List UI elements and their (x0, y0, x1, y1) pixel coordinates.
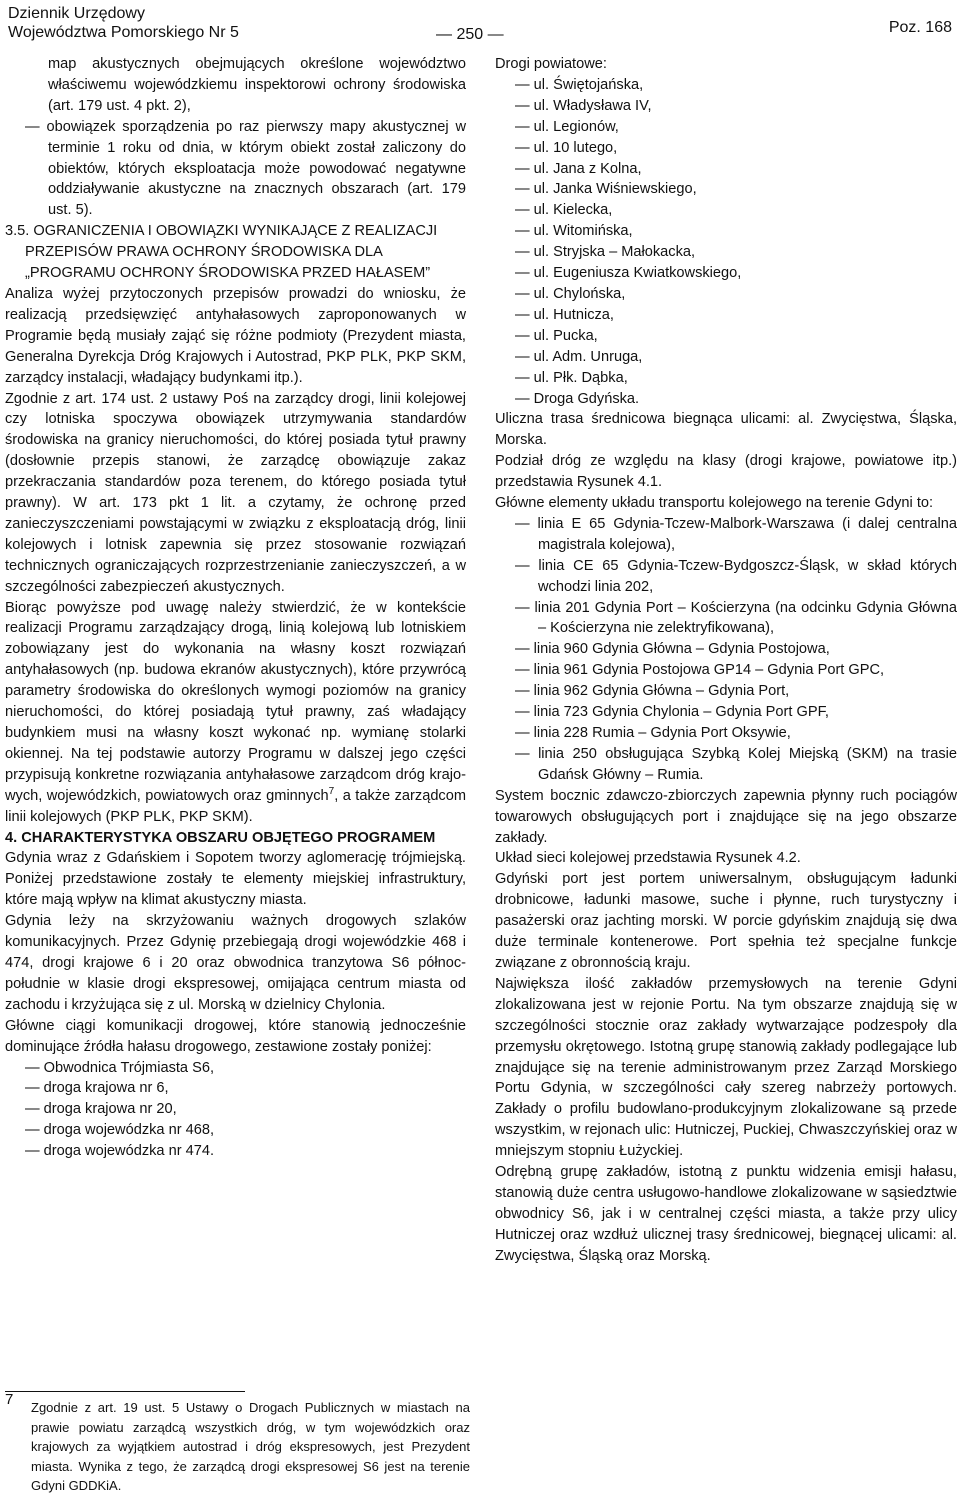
paragraph: Gdynia leży na skrzyżowaniu ważnych drogowych szlaków komunikacyjnych. Przez Gdynię przebiegają drogi wojewódzkie 468 i 474, drogi krajowe 6 i 20 oraz obwodnica tranzytowa S6 północ-południe w klasie drogi ekspresowej, omijająca centrum miasta od zachodu i krzyżująca się z ul. Morską w dzielnicy Chylonia. (5, 913, 466, 1013)
list-item: — linia 961 Gdynia Postojowa GP14 – Gdynia Port GPC, (495, 660, 957, 681)
position-number: Poz. 168 (888, 19, 952, 36)
section-heading: 3.5. OGRANICZENIA I OBOWIĄZKI WYNIKAJĄCE Z REALIZACJI PRZEPISÓW PRAWA OCHRONY ŚRODOWISKA DLA „PROGRAMU OCHRONY ŚRODOWISKA PRZED HAŁASEM” (5, 223, 438, 282)
list-item: — droga krajowa nr 6, (5, 1078, 466, 1099)
list-item: — droga wojewódzka nr 468, (5, 1120, 466, 1141)
paragraph: Układ sieci kolejowej przedstawia Rysunek 4.2. (495, 850, 801, 867)
list-item: — droga wojewódzka nr 474. (5, 1141, 466, 1162)
paragraph: Zgodnie z art. 174 ust. 2 ustawy Poś na zarządcy drogi, linii kolejowej czy lotniska spoczywa obowiązek utrzymywania standardów środowiska na granicy nieruchomości, do której posiada tytuł prawny (dosłownie przepis stanowi, że zarządcę obowiązuje zakaz przekraczania standardów poza terenem, do którego posiada tytuł prawny). W art. 173 pkt 1 lit. a czytamy, że ochronę przed zanieczyszczeniami powstającymi w związku z eksploatacją dróg, linii kolejowych i lotnisk zapewnia się przez stosowanie rozwiązań technicznych ograniczających rozprzestrzenianie zanieczyszczeń, a w szczególności zabezpieczeń akustycznych. (5, 390, 466, 595)
list-item: — linia CE 65 Gdynia-Tczew-Bydgoszcz-Śląsk, w skład których wchodzi linia 202, (495, 556, 957, 598)
paragraph: Uliczna trasa średnicowa biegnąca ulicami: al. Zwycięstwa, Śląska, Morska. (495, 411, 957, 449)
footnote-text: Zgodnie z art. 19 ust. 5 Ustawy o Drogach Publicznych w miastach na prawie powiatu zarządcą wszystkich dróg, w tym wojewódzkich oraz krajowych za wyjątkiem autostrad i dróg ekspresowych, jest Prezydent miasta. Wynika z tego, że zarządcą drogi ekspresowej S6 jest na terenie Gdyni GDDKiA. (31, 1400, 470, 1493)
paragraph: Odrębną grupę zakładów, istotną z punktu widzenia emisji hałasu, stanowią duże centra usługowo-handlowe zlokalizowane w sąsiedztwie obwodnicy S6, jak i w centralnej części miasta, a także przy ulicy Hutniczej oraz wzdłuż ulicznej trasy średnicowej, biegnącej ulicami: al. Zwycięstwa, Śląską oraz Morską. (495, 1164, 957, 1264)
footnote-ref: 7 (328, 785, 335, 797)
list-label: Drogi powiatowe: (495, 56, 607, 72)
list-item: — ul. Janka Wiśniewskiego, (495, 179, 957, 200)
list-item: — linia E 65 Gdynia-Tczew-Malbork-Warszawa (i dalej centralna magistrala kolejowa), (495, 514, 957, 556)
list-item: — ul. Chylońska, (495, 284, 957, 305)
list-item: map akustycznych obejmujących określone województwo właściwemu wojewódzkiemu inspektorowi ochrony środowiska (art. 179 ust. 4 pkt. 2), (48, 56, 466, 114)
list-item: — linia 960 Gdynia Główna – Gdynia Postojowa, (495, 639, 957, 660)
publication-block (8, 4, 239, 42)
publication-title: Dziennik Urzędowy (8, 5, 145, 22)
list-item: — linia 723 Gdynia Chylonia – Gdynia Port GPF, (495, 702, 957, 723)
list-item: — ul. Płk. Dąbka, (495, 368, 957, 389)
list-item: — ul. Adm. Unruga, (495, 347, 957, 368)
footnote-divider (5, 1391, 245, 1392)
list-item: — ul. Stryjska – Małokacka, (495, 242, 957, 263)
paragraph: Główne ciągi komunikacji drogowej, które stanowią jednocześnie dominujące źródła hałasu drogowego, zestawione zostały poniżej: (5, 1017, 466, 1055)
page-header (4, 2, 956, 44)
paragraph: Podział dróg ze względu na klasy (drogi krajowe, powiatowe itp.) przedstawia Rysunek 4.1. (495, 453, 957, 491)
list-item: — linia 201 Gdynia Port – Kościerzyna (na odcinku Gdynia Główna – Kościerzyna nie zelektryfikowana), (495, 598, 957, 640)
list-item: — obowiązek sporządzenia po raz pierwszy mapy akustycznej w terminie 1 roku od dnia, w którym obiekt został zaliczony do obiektów, których eksploatacja może powodować negatywne oddziaływanie akustyczne na znacznych obszarach (art. 179 ust. 5). (5, 117, 466, 222)
paragraph: Gdynia wraz z Gdańskiem i Sopotem tworzy aglomerację trójmiejską. Poniżej przedstawione zostały te elementy miejskiej infrastruktury, które mają wpływ na klimat akustyczny miasta. (5, 850, 466, 909)
list-item: — Obwodnica Trójmiasta S6, (5, 1058, 466, 1079)
list-item: — ul. 10 lutego, (495, 138, 957, 159)
paragraph: Główne elementy układu transportu kolejowego na terenie Gdyni to: (495, 495, 934, 512)
paragraph-text: , a także zarządcom linii kolejowych (PKP PLK, PKP SKM). (5, 787, 467, 825)
paragraph: System bocznic zdawczo-zbiorczych zapewnia płynny ruch pociągów towarowych obsługujących port i znajdujące się na jego obszarze zakłady. (495, 787, 957, 846)
paragraph: Gdyński port jest portem uniwersalnym, obsługującym ładunki drobnicowe, ładunki masowe, suche i płynne, ruch turystyczny i pasażerski oraz jachting morski. W porcie gdyńskim znajdują się dwa duże terminale kontenerowe. Port spełnia też specjalne funkcje związane z obronnością kraju. (495, 871, 957, 971)
list-item: — linia 228 Rumia – Gdynia Port Oksywie, (495, 723, 957, 744)
footnote (5, 1391, 470, 1496)
section-heading: 4. CHARAKTERYSTYKA OBSZARU OBJĘTEGO PROGRAMEM (5, 829, 436, 846)
list-item: — ul. Władysława IV, (495, 96, 957, 117)
paragraph (5, 598, 466, 828)
list-item: — droga krajowa nr 20, (5, 1099, 466, 1120)
publication-region: Województwa Pomorskiego Nr 5 (8, 24, 239, 41)
paragraph: Analiza wyżej przytoczonych przepisów prowadzi do wniosku, że realizacją przedsięwzięć antyhałasowych zaproponowanych w Programie będą musiały zająć się różne podmioty (Prezydent miasta, Generalna Dyrekcja Dróg Krajowych i Autostrad, PKP PLK, PKP SKM, zarządcy instalacji, władający budynkami itp.). (5, 285, 466, 386)
list-item: — ul. Pucka, (495, 326, 957, 347)
list-item: — ul. Jana z Kolna, (495, 159, 957, 180)
list-item: — ul. Witomińska, (495, 221, 957, 242)
page-number: — 250 — (436, 26, 504, 43)
list-item: — linia 962 Gdynia Główna – Gdynia Port, (495, 681, 957, 702)
left-column (5, 54, 466, 1162)
list-item: — Droga Gdyńska. (495, 389, 957, 410)
list-item: — ul. Świętojańska, (495, 75, 957, 96)
right-column (495, 54, 957, 1267)
paragraph: Największa ilość zakładów przemysłowych na terenie Gdyni zlokalizowana jest w rejonie Portu. Na tym obszarze znajdują się w szczególności stocznie oraz zakłady wytwarzające podzespoły dla przemysłu okrętowego. Istotną grupę stanowią zakłady podlegające lub znajdujące się na terenie administrowanym przez Zarząd Morskiego Portu Gdynia, w szczególności cały szereg nabrzeży portowych. Zakłady o profilu budowlano-produkcyjnym zlokalizowane są przede wszystkim, w rejonach ulic: Hutniczej, Puckiej, Chwaszczyńskiej oraz w mniejszym stopniu Łużyckiej. (495, 975, 957, 1160)
footnote-mark: 7 (5, 1391, 14, 1408)
list-item: — ul. Hutnicza, (495, 305, 957, 326)
list-item: — ul. Legionów, (495, 117, 957, 138)
paragraph-text: Biorąc powyższe pod uwagę należy stwierdzić, że w kontekście realizacji Programu zarządzający drogą, linią kolejową lub lotniskiem zobowiązany jest do wykonania na własny koszt rozwiązań antyhałasowych (np. budowa ekranów akustycznych), które przywrócą parametry środowiska do określonych wymogi poziomów na granicy nieruchomości, do której posiadają tytuł prawny, zaś władający budynkiem musi na własny koszt wykonać np. wymianę stolarki okiennej. Na tej podstawie autorzy Programu w dalszej jego części przypisują konkretne rozwiązania antyhałasowe zarządcom dróg krajowych, wojewódzkich, powiatowych oraz gminnych (5, 599, 466, 804)
list-item: — ul. Eugeniusza Kwiatkowskiego, (495, 263, 957, 284)
list-item: — linia 250 obsługująca Szybką Kolej Miejską (SKM) na trasie Gdańsk Główny – Rumia. (495, 744, 957, 786)
list-item: — ul. Kielecka, (495, 200, 957, 221)
